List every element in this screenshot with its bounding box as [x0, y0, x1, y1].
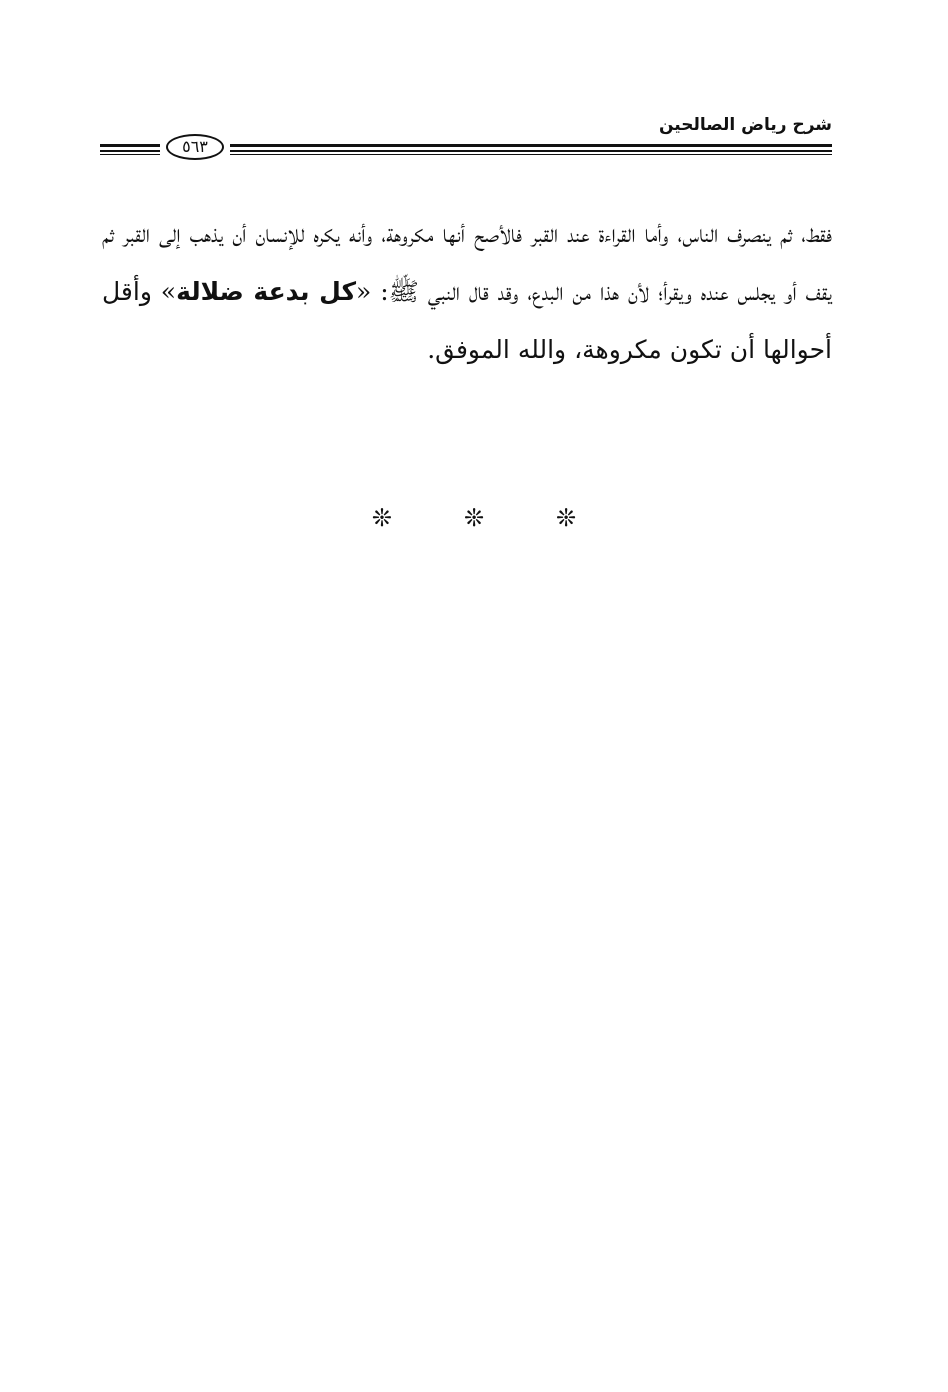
- body-text-after-quote: » وأقل أحوالها أن تكون مكروهة، والله الموفق.: [102, 277, 832, 364]
- hadith-quote: كل بدعة ضلالة: [176, 277, 357, 306]
- page-number-badge: [166, 134, 224, 160]
- separator-star-icon: ❊: [463, 504, 485, 532]
- section-separator: [0, 500, 948, 536]
- running-title: شرح رياض الصالحين: [658, 115, 832, 135]
- body-text-before-quote: فقط، ثم ينصرف الناس، وأما القراءة عند القبر فالأصح أنها مكروهة، وأنه يكره للإنسان أن يذهب إلى القبر ثم يقف أو يجلس عنده ويقرأ؛ لأن هذا من البدع، وقد قال النبي ﷺ: «: [102, 219, 832, 306]
- page-number: ٥٦٣: [182, 137, 208, 156]
- body-paragraph: [102, 205, 832, 379]
- page-header: [100, 112, 832, 162]
- separator-star-icon: ❊: [371, 504, 392, 532]
- header-rule-right: [230, 141, 832, 157]
- header-rule-left: [100, 141, 160, 157]
- separator-star-icon: ❊: [556, 504, 577, 532]
